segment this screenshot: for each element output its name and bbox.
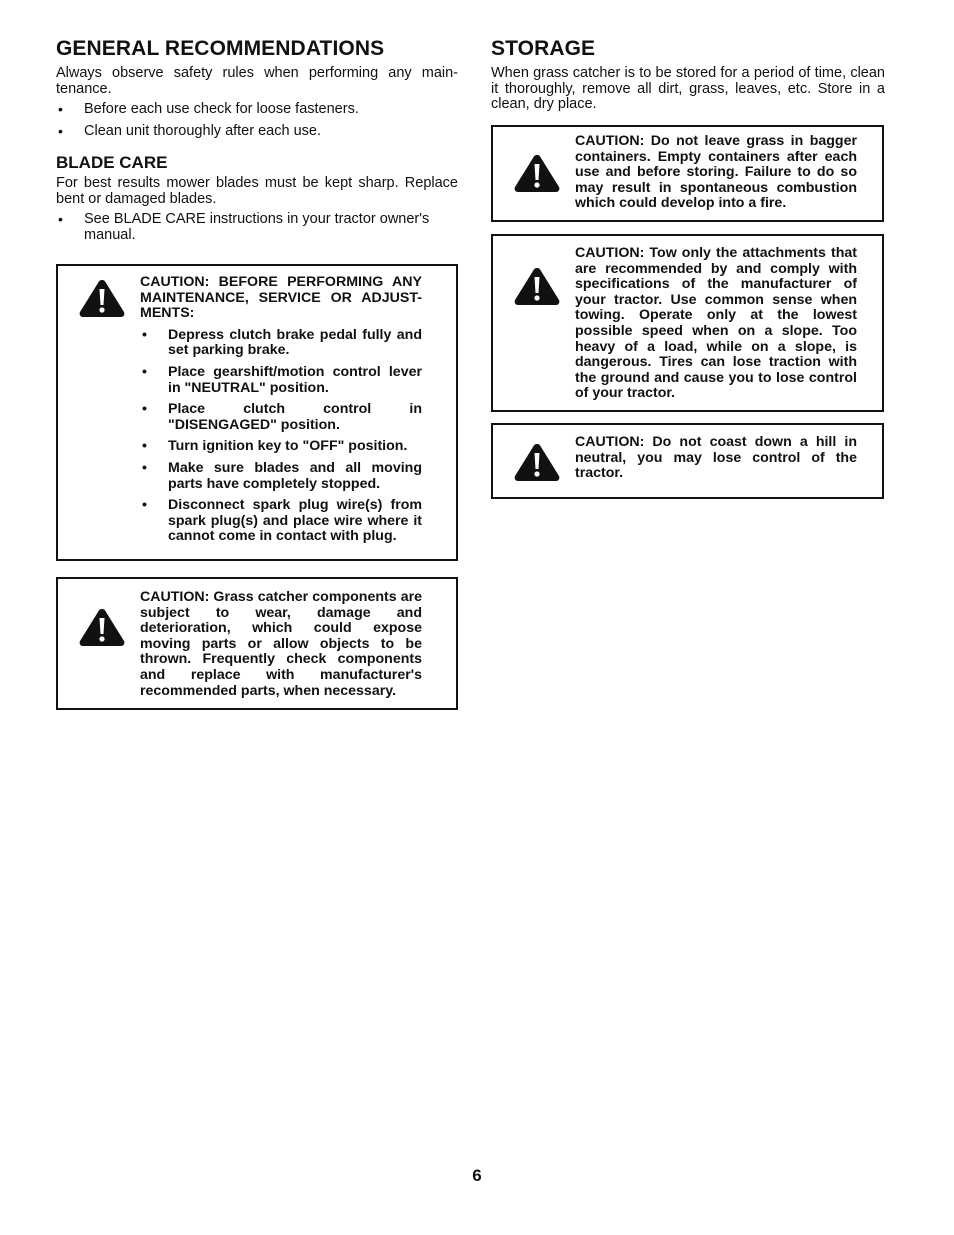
list-item: • Clean unit thoroughly after each use. bbox=[58, 122, 321, 139]
left-column bbox=[56, 36, 458, 249]
caution-text: CAUTION: Tow only the attachments that are recommended by and comply with specifications of the manufacturer of your tractor. Use common sense when towing. Operate only at the lowest possible speed when on a slope. Too heavy of a load, while on a slope, is dangerous. Tires can lose traction with the ground and cause you to lose control of your tractor. bbox=[575, 245, 857, 402]
list-item: • Make sure blades and all moving parts have completely stopped. bbox=[142, 459, 422, 492]
caution-text: CAUTION: Grass catcher components are subject to wear, damage and deterioration, which could expose moving parts or allow objects to be thrown. Frequently check components and replace with manufacturer's recommended parts, when necessary. bbox=[140, 589, 422, 699]
caution-box-coast bbox=[491, 423, 884, 499]
list-item: • Disconnect spark plug wire(s) from spark plug(s) and place wire where it cannot come in contact with plug. bbox=[142, 497, 422, 545]
list-item: • Place gearshift/motion control lever in "NEUTRAL" position. bbox=[142, 363, 422, 396]
caution-box-tow bbox=[491, 234, 884, 412]
caution-box-grass-catcher bbox=[56, 577, 458, 710]
caution-box-maintenance bbox=[56, 264, 458, 561]
list-item: • Before each use check for loose fasteners. bbox=[58, 101, 359, 117]
bullet: • bbox=[142, 438, 147, 455]
bullet: • bbox=[142, 401, 147, 418]
bullet: • bbox=[142, 326, 147, 343]
page-number: 6 bbox=[472, 1166, 482, 1185]
blade-care-text: For best results mower blades must be kept sharp. Replace bent or damaged blades. bbox=[56, 175, 458, 207]
warning-triangle-icon bbox=[513, 266, 561, 306]
caution-text: CAUTION: Do not coast down a hill in neutral, you may lose control of the tractor. bbox=[575, 434, 857, 482]
storage-intro: When grass catcher is to be stored for a period of time, clean it thoroughly, remove all dirt, grass, leaves, etc. Store in a clean, dry place. bbox=[491, 65, 885, 112]
general-recommendations-heading: GENERAL RECOMMENDATIONS bbox=[56, 37, 385, 60]
bullet: • bbox=[58, 122, 63, 139]
bullet: • bbox=[142, 497, 147, 514]
bullet: • bbox=[142, 363, 147, 380]
list-item: • Depress clutch brake pedal fully and set parking brake. bbox=[142, 326, 422, 359]
bullet: • bbox=[58, 211, 63, 227]
warning-triangle-icon bbox=[78, 278, 126, 318]
blade-care-heading: BLADE CARE bbox=[56, 153, 168, 172]
warning-triangle-icon bbox=[513, 153, 561, 193]
blade-care-bullet-list bbox=[56, 212, 458, 243]
caution-box-bagger bbox=[491, 125, 884, 222]
bullet: • bbox=[58, 101, 63, 117]
list-item: • Place clutch control in "DISENGAGED" position. bbox=[142, 401, 422, 433]
general-bullet-list bbox=[56, 102, 458, 139]
caution-text: CAUTION: Do not leave grass in bagger containers. Empty containers after each use and before storing. Failure to do so may result in spontaneous combustion which could develop into a fire. bbox=[575, 133, 857, 212]
general-intro: Always observe safety rules when performing any main- tenance. bbox=[56, 65, 458, 97]
warning-triangle-icon bbox=[78, 607, 126, 647]
warning-triangle-icon bbox=[513, 442, 561, 482]
bullet: • bbox=[142, 459, 147, 476]
right-column bbox=[491, 36, 885, 118]
caution-heading: CAUTION: BEFORE PERFORMING ANY MAINTENANCE, SERVICE OR ADJUST- MENTS: bbox=[140, 274, 422, 322]
list-item: • See BLADE CARE instructions in your tractor owner's manual. bbox=[58, 211, 430, 243]
storage-heading: STORAGE bbox=[491, 37, 596, 60]
caution-bullet-list bbox=[140, 328, 422, 545]
list-item: • Turn ignition key to "OFF" position. bbox=[142, 438, 408, 455]
